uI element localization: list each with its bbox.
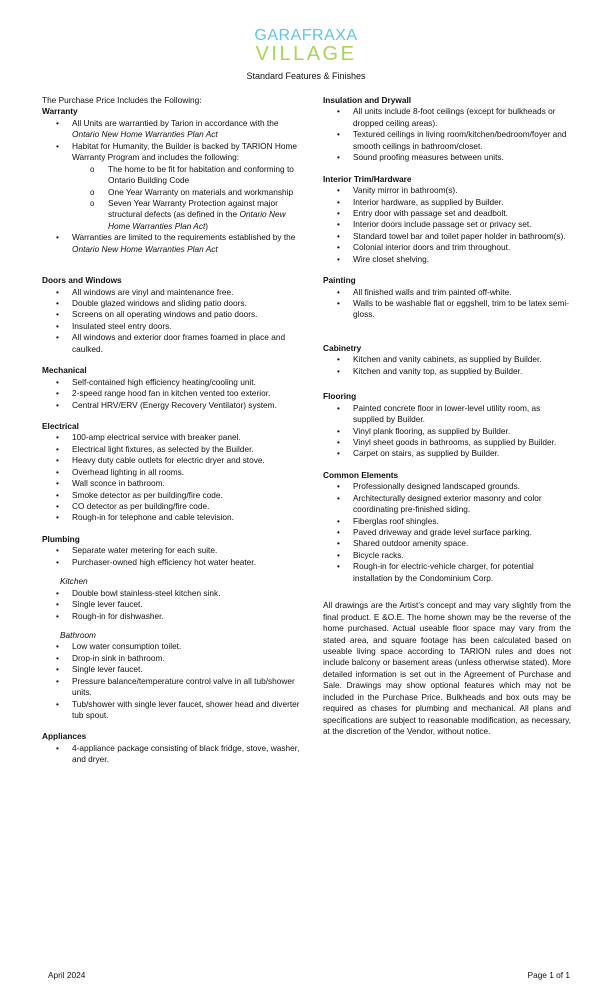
- intro-text: The Purchase Price Includes the Following:: [42, 95, 202, 105]
- list-item: • Fiberglas roof shingles.: [353, 516, 571, 527]
- list-item: • Self-contained high efficiency heating/cooling unit.: [72, 377, 300, 388]
- list-item: • Pressure balance/temperature control valve in all tub/shower units.: [72, 676, 300, 699]
- list-item: • Insulated steel entry doors.: [72, 321, 300, 332]
- list-item: • Painted concrete floor in lower-level utility room, as supplied by Builder.: [353, 403, 571, 426]
- list-item: • Single lever faucet.: [72, 599, 300, 610]
- list-item: • Paved driveway and grade level surface parking.: [353, 527, 571, 538]
- list-item: • Architecturally designed exterior masonry and color coordinating pre-finished siding.: [353, 493, 571, 516]
- list-item: • Smoke detector as per building/fire code.: [72, 490, 300, 501]
- kitchen-subheading: Kitchen: [60, 576, 88, 587]
- list-item: • All windows are vinyl and maintenance free.: [72, 287, 300, 298]
- appliances-list: [42, 743, 300, 766]
- list-item: • Shared outdoor amenity space.: [353, 538, 571, 549]
- list-item: • Textured ceilings in living room/kitchen/bedroom/foyer and smooth ceilings in bathroom/closet.: [353, 129, 571, 152]
- list-item: • 100-amp electrical service with breaker panel.: [72, 432, 300, 443]
- list-item: • Central HRV/ERV (Energy Recovery Ventilator) system.: [72, 400, 300, 411]
- painting-heading: Painting: [323, 275, 356, 286]
- list-item: o One Year Warranty on materials and workmanship: [108, 187, 300, 198]
- warranty-heading: Warranty: [42, 106, 78, 117]
- list-item: • Interior doors include passage set or privacy set.: [353, 219, 571, 230]
- warranty-sublist: [72, 164, 300, 233]
- list-item: • Vinyl sheet goods in bathrooms, as supplied by Builder.: [353, 437, 571, 448]
- mechanical-heading: Mechanical: [42, 365, 87, 376]
- plumbing-list: [42, 545, 300, 568]
- painting-list: [323, 287, 571, 321]
- electrical-heading: Electrical: [42, 420, 79, 431]
- list-item: • Heavy duty cable outlets for electric dryer and stove.: [72, 455, 300, 466]
- list-item: • Sound proofing measures between units.: [353, 152, 571, 163]
- appliances-heading: Appliances: [42, 731, 87, 742]
- list-item: • Rough-in for dishwasher.: [72, 611, 300, 622]
- footer-page-number: Page 1 of 1: [527, 970, 570, 980]
- list-item: • Electrical light fixtures, as selected by the Builder.: [72, 444, 300, 455]
- list-item: • Wire closet shelving.: [353, 254, 571, 265]
- list-item: • Vinyl plank flooring, as supplied by Builder.: [353, 426, 571, 437]
- list-item: o Seven Year Warranty Protection against major structural defects (as defined in the Ontario New Home Warranties Plan Act): [108, 198, 300, 232]
- list-item: • Separate water metering for each suite.: [72, 545, 300, 556]
- doors-windows-heading: Doors and Windows: [42, 275, 122, 286]
- list-item: • Single lever faucet.: [72, 664, 300, 675]
- interior-trim-list: [323, 185, 571, 265]
- bathroom-subheading: Bathroom: [60, 629, 96, 640]
- list-item: • Vanity mirror in bathroom(s).: [353, 185, 571, 196]
- garafraxa-village-logo: [0, 28, 612, 64]
- list-item: • Overhead lighting in all rooms.: [72, 467, 300, 478]
- list-item: • Interior hardware, as supplied by Builder.: [353, 197, 571, 208]
- list-item: • Standard towel bar and toilet paper holder in bathroom(s).: [353, 231, 571, 242]
- list-item: • Colonial interior doors and trim throughout.: [353, 242, 571, 253]
- document-subtitle: Standard Features & Finishes: [246, 71, 366, 81]
- insulation-heading: Insulation and Drywall: [323, 95, 412, 105]
- list-item: • Warranties are limited to the requirements established by the Ontario New Home Warranties Plan Act: [72, 232, 300, 255]
- flooring-heading: Flooring: [323, 391, 357, 402]
- list-item: • Screens on all operating windows and patio doors.: [72, 309, 300, 320]
- insulation-list: [323, 106, 571, 163]
- plumbing-heading: Plumbing: [42, 533, 80, 544]
- list-item: • Tub/shower with single lever faucet, shower head and diverter tub spout.: [72, 699, 300, 722]
- list-item: • Double glazed windows and sliding patio doors.: [72, 298, 300, 309]
- list-item: • All units include 8-foot ceilings (except for bulkheads or dropped ceiling areas).: [353, 106, 571, 129]
- list-item: • Kitchen and vanity cabinets, as supplied by Builder.: [353, 354, 571, 365]
- list-item: • All windows and exterior door frames foamed in place and caulked.: [72, 332, 300, 355]
- list-item: • Carpet on stairs, as supplied by Builder.: [353, 448, 571, 459]
- disclaimer-paragraph: All drawings are the Artist’s concept and may vary slightly from the final product. E &O.E. The home shown may be the reverse of the home purchased. Actual useable floor space may vary from the stated area, and square footage has been calculated based on useable living space according to TARION rules and does not include balcony or basement areas (unless otherwise stated). More detailed information is set out in the Agreement of Purchase and Sale. Drawings may show optional features which may not be included in the Purchase Price. Bulkheads and box outs may be required as chases for plumbing and mechanical. All plans and specifications are subject to reasonable modification, as necessary, at the discretion of the Vendor, without notice.: [323, 600, 571, 736]
- list-item: • 4-appliance package consisting of black fridge, stove, washer, and dryer.: [72, 743, 300, 766]
- common-elements-list: [323, 481, 571, 584]
- list-item: • Double bowl stainless-steel kitchen sink.: [72, 588, 300, 599]
- doors-windows-list: [42, 287, 300, 356]
- common-elements-heading: Common Elements: [323, 469, 399, 480]
- electrical-list: [42, 432, 300, 524]
- cabinetry-heading: Cabinetry: [323, 342, 362, 353]
- kitchen-list: [42, 588, 300, 622]
- list-item: • Bicycle racks.: [353, 550, 571, 561]
- cabinetry-list: [323, 354, 571, 377]
- list-item: o The home to be fit for habitation and conforming to Ontario Building Code: [108, 164, 300, 187]
- logo-line-top: GARAFRAXA: [254, 27, 358, 44]
- list-item: • 2-speed range hood fan in kitchen vented too exterior.: [72, 388, 300, 399]
- list-item: • Kitchen and vanity top, as supplied by Builder.: [353, 366, 571, 377]
- flooring-list: [323, 403, 571, 460]
- logo-line-bottom: VILLAGE: [255, 43, 357, 65]
- list-item: • Rough-in for telephone and cable television.: [72, 512, 300, 523]
- warranty-list: [42, 118, 300, 255]
- list-item: • Habitat for Humanity, the Builder is backed by TARION Home Warranty Program and includes the following: o The home to be fit for habitation and conforming to Ontario Building Code o One Year Warranty on materials and workmanship o Seven Year Warranty Protection against major structural defects (as defined in the Ontario New Home Warranties Plan Act): [72, 141, 300, 233]
- left-column: [42, 95, 300, 766]
- footer-date: April 2024: [48, 970, 86, 980]
- list-item: • Rough-in for electric-vehicle charger, for potential installation by the Condominium Corp.: [353, 561, 571, 584]
- list-item: • Purchaser-owned high efficiency hot water heater.: [72, 557, 300, 568]
- interior-trim-heading: Interior Trim/Hardware: [323, 173, 412, 184]
- list-item: • Drop-in sink in bathroom.: [72, 653, 300, 664]
- right-column: [323, 95, 571, 737]
- list-item: • CO detector as per building/fire code.: [72, 501, 300, 512]
- list-item: • Low water consumption toilet.: [72, 641, 300, 652]
- list-item: • Professionally designed landscaped grounds.: [353, 481, 571, 492]
- mechanical-list: [42, 377, 300, 411]
- list-item: • Wall sconce in bathroom.: [72, 478, 300, 489]
- list-item: • Walls to be washable flat or eggshell, trim to be latex semi-gloss.: [353, 298, 571, 321]
- list-item: • All finished walls and trim painted off-white.: [353, 287, 571, 298]
- list-item: • Entry door with passage set and deadbolt.: [353, 208, 571, 219]
- bathroom-list: [42, 641, 300, 721]
- list-item: • All Units are warrantied by Tarion in accordance with the Ontario New Home Warranties Plan Act: [72, 118, 300, 141]
